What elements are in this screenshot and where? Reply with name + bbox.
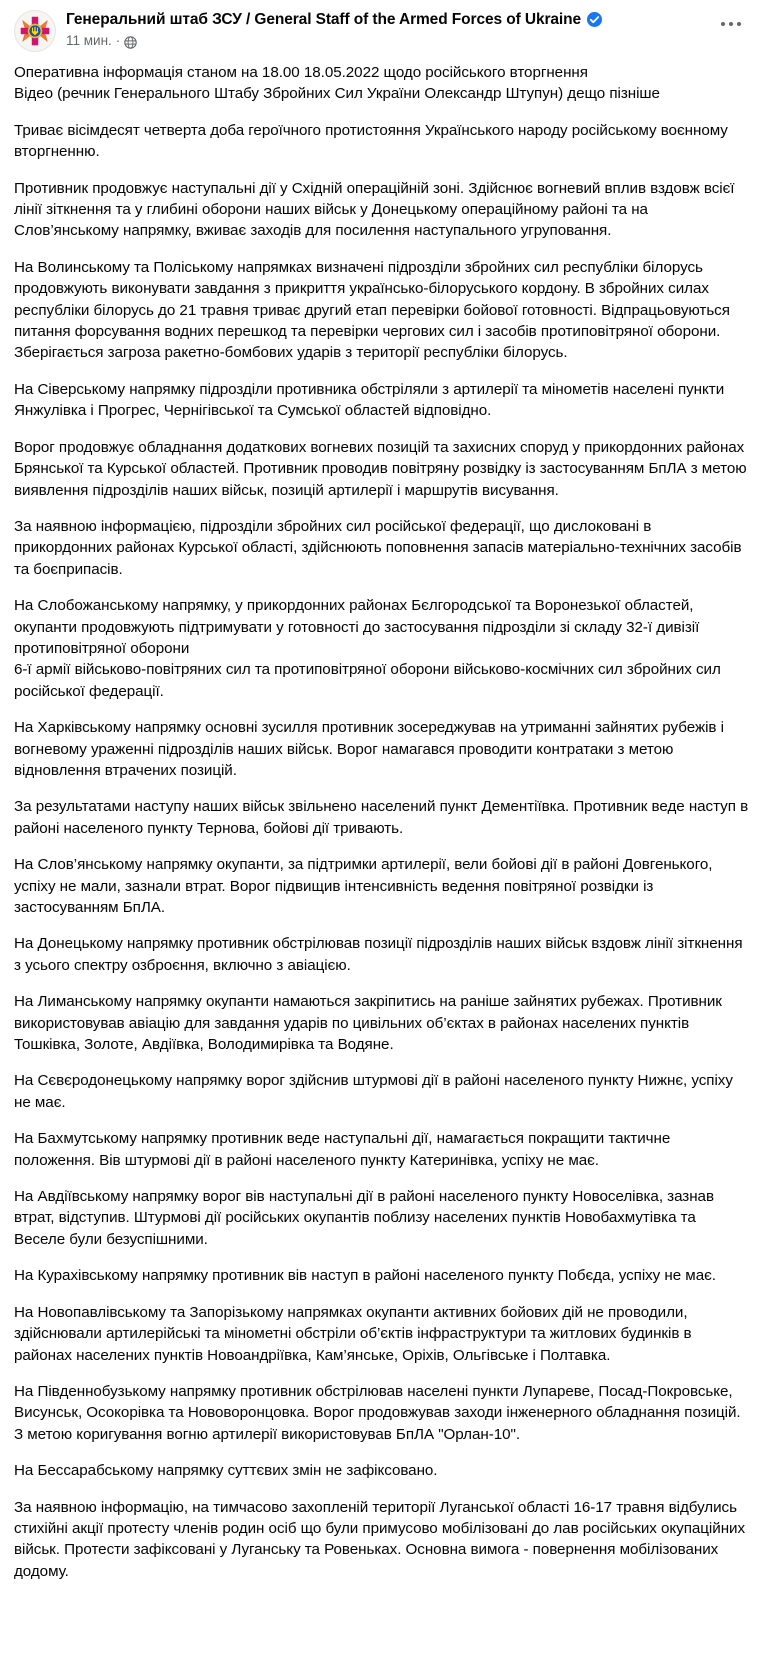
verified-badge-icon — [587, 12, 602, 27]
post-paragraph: Ворог продовжує обладнання додаткових вогневих позицій та захисних споруд у прикордонних районах Брянської та Курської областей. Противник проводив повітряну розвідку із застосуванням БпЛА з метою виявлення підрозділів наших військ, позицій артилерії і маршрутів висування. — [14, 438, 747, 499]
post-paragraph: На Авдіївському напрямку ворог вів наступальні дії в районі населеного пункту Новоселівка, зазнав втрат, відступив. Штурмові дії російських окупантів поблизу населених пунктів Новобахмутівка та Веселе були безуспішними. — [14, 1188, 714, 1248]
dot — [729, 22, 733, 26]
post-paragraph: На Сіверському напрямку підрозділи противника обстріляли з артилерії та мінометів населені пункти Янжулівка і Прогрес, Чернігівської та Сумської областей відповідно. — [14, 380, 725, 420]
post-paragraph: Триває вісімдесят четверта доба героїчного протистояння Українського народу російському воєнному вторгненню. — [14, 121, 728, 161]
avatar[interactable] — [14, 10, 56, 52]
post-header-text — [66, 9, 753, 49]
post-paragraph: На Сєвєродонецькому напрямку ворог здійснив штурмові дії в районі населеного пункту Нижнє, успіху не має. — [14, 1072, 733, 1111]
post-paragraph: На Слобожанському напрямку, у прикордонних районах Бєлгородської та Воронезької областей, окупанти продовжують підтримувати у готовності до застосування підрозділи зі складу 32-ї дивізії протиповітряної оборони 6-ї армії військово-повітряних сил та протиповітряної оборони військово-космічних сил збройних сил російської федерації. — [14, 597, 721, 700]
post-paragraph: На Слов’янському напрямку окупанти, за підтримки артилерії, вели бойові дії в районі Довгенького, успіху не мали, зазнали втрат. Ворог підвищив інтенсивність ведення повітряної розвідки із застосуванням БпЛА. — [14, 856, 713, 916]
meta-separator: · — [115, 33, 121, 48]
dot — [737, 22, 741, 26]
page-name[interactable]: Генеральний штаб ЗСУ / General Staff of the Armed Forces of Ukraine — [66, 11, 582, 28]
globe-icon[interactable] — [124, 36, 137, 49]
post-paragraph: За наявною інформацію, на тимчасово захопленій території Луганської області 16-17 травня відбулись стихійні акції протесту членів родин осіб що були примусово мобілізовані до лав російських окупаційних військ. Протести зафіксовані у Луганську та Ровеньках. Основна вимога - повернення мобілізованих додому. — [14, 1498, 746, 1580]
post-paragraph: На Бахмутському напрямку противник веде наступальні дії, намагається покращити тактичне положення. Вів штурмові дії в районі населеного пункту Катеринівка, успіху не має. — [14, 1130, 671, 1169]
post-paragraph: На Харківському напрямку основні зусилля противник зосереджував на утриманні зайнятих рубежів і вогневому ураженні підрозділів наших військ. Ворог намагався проводити контратаки з метою відновлення втрачених позицій. — [14, 719, 724, 779]
post-paragraph: Противник продовжує наступальні дії у Східній операційній зоні. Здійснює вогневий вплив вздовж всієї лінії зіткнення та у глибині оборони наших військ у Донецькому операційному районі та на Слов’янському напрямку, вживає заходів для посилення наступального угруповання. — [14, 179, 735, 240]
dot — [721, 22, 725, 26]
post-paragraph: За наявною інформацією, підрозділи збройних сил російської федерації, що дислоковані в прикордонних районах Курської області, здійснюють поповнення запасів матеріально-технічних засобів та боєприпасів. — [14, 517, 742, 578]
general-staff-emblem-icon — [15, 11, 55, 51]
post-paragraph: На Бессарабському напрямку суттєвих змін не зафіксовано. — [14, 1462, 438, 1480]
post-meta — [66, 33, 753, 49]
post-paragraph: На Новопавлівському та Запорізькому напрямках окупанти активних бойових дій не проводили, здійснювали артилерійські та мінометні обстріли об’єктів інфраструктури та житлових будинків в районах населених пунктів Новоандріївка, Кам’янське, Оріхів, Ольгівське і Полтавка. — [14, 1303, 692, 1364]
post-body — [0, 56, 765, 1592]
author-line — [66, 10, 753, 29]
post-timestamp[interactable]: 11 мин. — [66, 33, 112, 48]
post-paragraph: На Волинському та Поліському напрямках визначені підрозділи збройних сил республіки білорусь продовжують виконувати завдання з прикриття українсько-білоруського кордону. В збройних силах республіки білорусь до 21 травня триває другий етап перевірки бойової готовності. Відпрацьовуються питання форсування водних перешкод та перевірки чергових сил і засобів протиповітряної оборони. Зберігається загроза ракетно-бомбових ударів з території республіки білорусь. — [14, 258, 730, 362]
post-paragraph: За результатами наступу наших військ звільнено населений пункт Дементіївка. Противник веде наступ в районі населеного пункту Тернова, бойові дії тривають. — [14, 798, 749, 837]
post-paragraph: На Лиманському напрямку окупанти намаються закріпитись на раніше зайнятих рубежах. Противник використовував авіацію для завдання ударів по цивільних об’єктах в районах населених пунктів Тошківка, Золоте, Авдіївка, Володимирівка та Водяне. — [14, 993, 722, 1054]
post-header — [0, 0, 765, 56]
post-paragraph: На Донецькому напрямку противник обстрілював позиції підрозділів наших військ вздовж лінії зіткнення з усього спектру озброєння, включно з авіацією. — [14, 935, 743, 974]
post-paragraph: На Курахівському напрямку противник вів наступ в районі населеного пункту Побєда, успіху не має. — [14, 1267, 716, 1285]
more-options-icon[interactable] — [717, 18, 745, 30]
post-paragraph: Оперативна інформація станом на 18.00 18.05.2022 щодо російського вторгнення Відео (речник Генерального Штабу Збройних Сил України Олександр Штупун) дещо пізніше — [14, 64, 660, 103]
post-paragraph: На Південнобузькому напрямку противник обстрілював населені пункти Лупареве, Посад-Покровське, Висунськ, Осокорівка та Нововоронцовка. Ворог продовжував заходи інженерного обладнання позицій. З метою коригування вогню артилерії використовував БпЛА "Орлан-10". — [14, 1382, 741, 1443]
